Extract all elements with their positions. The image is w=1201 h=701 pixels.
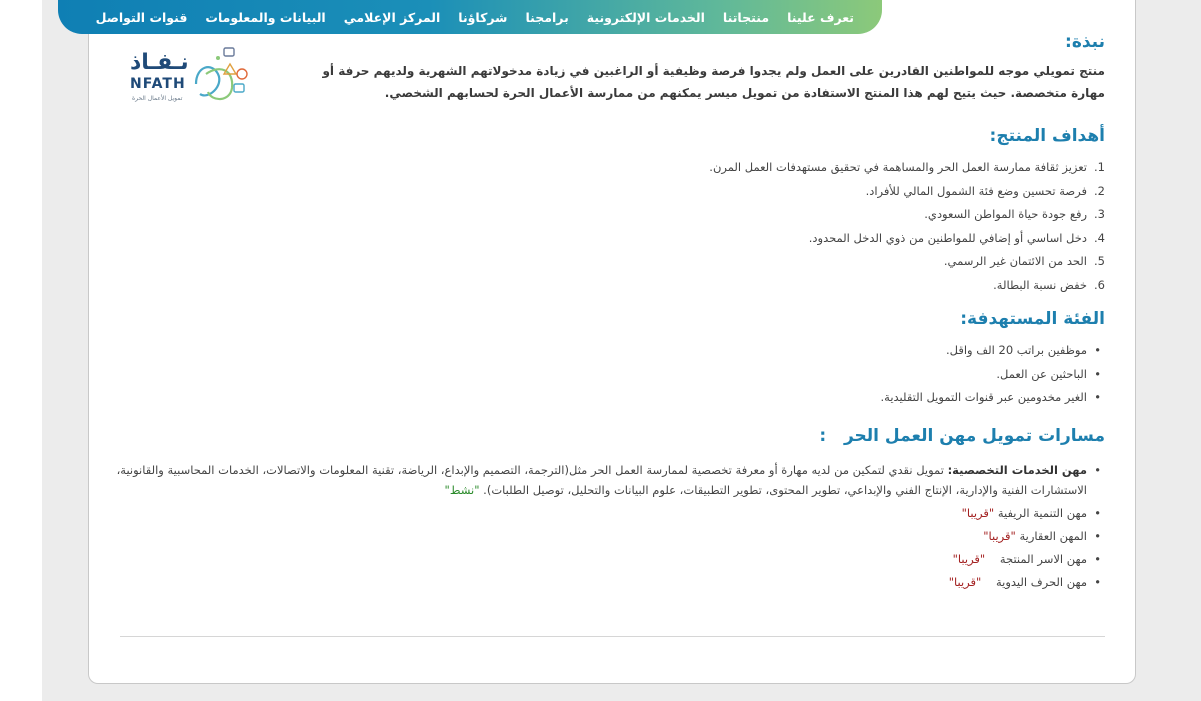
logo-arabic-text: نـفـاذ <box>130 50 189 75</box>
list-item <box>105 458 1105 502</box>
logo-tagline: تمويل الأعمال الحرة <box>132 95 183 102</box>
logo-english-text: NFATH <box>130 76 186 92</box>
status-badge: "قريبا" <box>961 505 995 520</box>
tracks-heading: مسارات تمويل مهن العمل الحر : <box>819 425 1105 446</box>
list-item: 3. رفع جودة حياة المواطن السعودي. <box>924 207 1105 221</box>
nav-item-programs[interactable]: برامجنا <box>525 9 569 25</box>
tracks-list <box>105 458 1105 594</box>
main-nav <box>58 0 882 34</box>
nav-item-products[interactable]: منتجاتنا <box>722 9 770 25</box>
track-label: مهن الخدمات التخصصية: <box>947 462 1087 477</box>
track-description: تمويل نقدي لتمكين من لديه مهارة أو معرفة تخصصية لممارسة العمل الحر مثل(الترجمة، التصميم والإبداع، الرياضة، تقنية المعلومات والاتصالات، الخدمات المحاسبية والقانونية، الاستشارات الفنية والإدارية، الإنتاج الفني والإبداعي، تطوير المحتوى، تطوير التطبيقات، علوم البيانات والتحليل، توصيل الطلبات). <box>116 462 1087 497</box>
status-badge: "نشط" <box>444 482 480 497</box>
nav-item-contact[interactable]: قنوات التواصل <box>95 9 188 25</box>
list-item: • مهن الاسر المنتجة "قريبا" <box>105 548 1105 571</box>
status-badge: "قريبا" <box>948 574 982 589</box>
goals-list <box>105 156 1105 297</box>
list-item: 5. الحد من الائتمان غير الرسمي. <box>943 254 1105 268</box>
about-heading: نبذة: <box>1065 32 1105 52</box>
status-badge: "قريبا" <box>983 528 1016 543</box>
divider <box>120 636 1105 637</box>
nav-item-eservices[interactable]: الخدمات الإلكترونية <box>586 9 705 25</box>
list-item: • مهن الحرف اليدوية "قريبا" <box>105 571 1105 594</box>
nav-item-about[interactable]: تعرف علينا <box>787 9 854 25</box>
about-paragraph: منتج تمويلي موجه للمواطنين القادرين على العمل ولم يجدوا فرصة وظيفية أو الراغبين في زيادة مدخولاتهم الشهرية ولديهم حرفة أو مهارة متخصصة. حيث يتيح لهم هذا المنتج الاستفادة من تمويل ميسر يمكنهم من ممارسة الأعمال الحرة لحسابهم الشخصي. <box>322 64 1105 100</box>
list-item: • الغير مخدومين عبر قنوات التمويل التقليدية. <box>105 386 1105 410</box>
list-item: • مهن التنمية الريفية "قريبا" <box>105 502 1105 525</box>
status-badge: "قريبا" <box>952 551 986 566</box>
nav-item-partners[interactable]: شركاؤنا <box>458 9 508 25</box>
list-item: 4. دخل اساسي أو إضافي للمواطنين من ذوي الدخل المحدود. <box>808 230 1105 245</box>
goals-heading: أهداف المنتج: <box>989 126 1105 146</box>
list-item: 1. تعزيز ثقافة ممارسة العمل الحر والمساهمة في تحقيق مستهدفات العمل المرن. <box>709 160 1105 174</box>
main-content <box>105 30 1105 594</box>
list-item: 2. فرصة تحسين وضع فئة الشمول المالي للأفراد. <box>865 183 1105 198</box>
target-group-list <box>105 339 1105 410</box>
target-group-heading: الفئة المستهدفة: <box>960 309 1105 329</box>
list-item: • موظفين براتب 20 الف واقل. <box>105 339 1105 363</box>
list-item: 6. خفض نسبة البطالة. <box>993 277 1105 292</box>
nav-item-data[interactable]: البيانات والمعلومات <box>205 9 326 25</box>
list-item: • الباحثين عن العمل. <box>105 363 1105 387</box>
nav-item-media-center[interactable]: المركز الإعلامي <box>343 9 441 25</box>
list-item: • المهن العقارية "قريبا" <box>105 525 1105 548</box>
